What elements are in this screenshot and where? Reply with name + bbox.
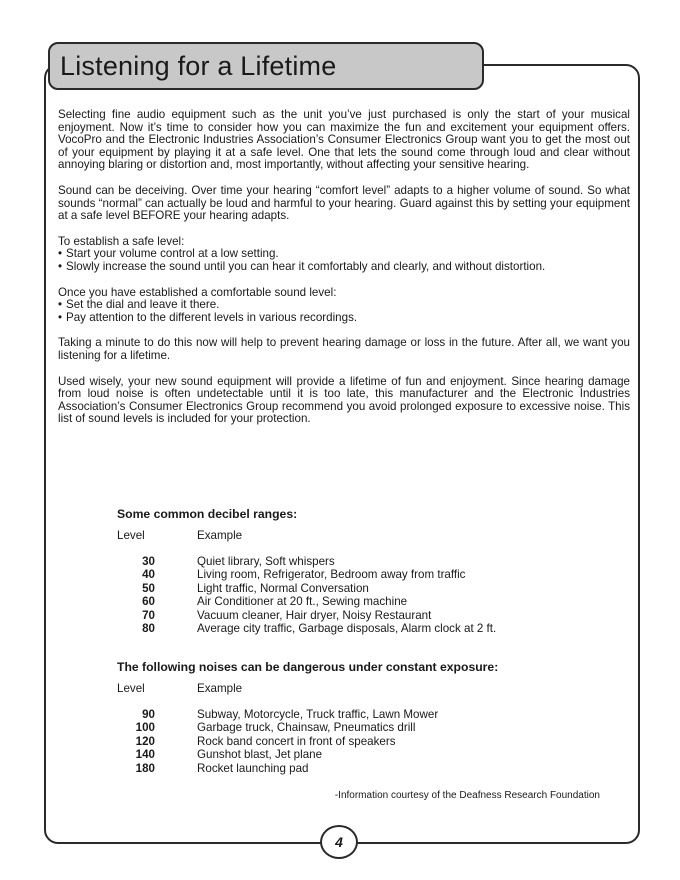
table-row — [117, 568, 597, 581]
level-header: Level — [117, 529, 145, 542]
table-row — [117, 748, 597, 761]
table-row — [117, 609, 597, 622]
safe-level-block — [58, 236, 630, 274]
level-header: Level — [117, 682, 145, 695]
level-value: 100 — [135, 721, 155, 735]
comfort-level-intro: Once you have established a comfortable sound level: — [58, 285, 337, 299]
example-value: Living room, Refrigerator, Bedroom away from traffic — [197, 568, 466, 582]
list-item: • Pay attention to the different levels in various recordings. — [58, 312, 630, 325]
common-decibel-heading: Some common decibel ranges: — [117, 507, 298, 521]
list-item: • Start your volume control at a low setting. — [58, 248, 630, 261]
example-value: Vacuum cleaner, Hair dryer, Noisy Restaurant — [197, 608, 432, 622]
example-value: Average city traffic, Garbage disposals, Alarm clock at 2 ft. — [197, 622, 497, 636]
column-headers — [117, 682, 597, 695]
page-title: Listening for a Lifetime — [60, 50, 337, 81]
paragraph-deceiving: Sound can be deceiving. Over time your hearing “comfort level” adapts to a higher volume of sound. So what sounds “normal” can actually be loud and harmful to your hearing. Guard against this by setting your equipment at a safe level BEFORE your hearing adapts. — [58, 183, 630, 223]
comfort-level-block — [58, 287, 630, 325]
common-decibel-section — [117, 507, 597, 635]
level-value: 140 — [135, 748, 155, 762]
level-value: 180 — [135, 761, 155, 775]
example-value: Rocket launching pad — [197, 761, 309, 775]
example-header: Example — [197, 682, 243, 695]
paragraph-used-wisely: Used wisely, your new sound equipment will provide a lifetime of fun and enjoyment. Since hearing damage from loud noise is often undetectable until it is too late, this manufacturer and the Electronic Industries Association’s Consumer Electronics Group recommend you avoid prolonged exposure to excessive noise. This list of sound levels is included for your protection. — [58, 374, 630, 426]
level-value: 60 — [142, 595, 155, 609]
example-value: Gunshot blast, Jet plane — [197, 748, 323, 762]
example-value: Subway, Motorcycle, Truck traffic, Lawn Mower — [197, 708, 439, 721]
table-row — [117, 762, 597, 775]
paragraph-intro: Selecting fine audio equipment such as the unit you’ve just purchased is only the start of your musical enjoyment. Now it’s time to consider how you can maximize the fun and excitement your equipment offers. VocoPro and the Electronic Industries Association’s Consumer Electronics Group want you to get the most out of your equipment by playing it at a safe level. One that lets the sound come through loud and clear without annoying blaring or distortion and, most importantly, without affecting your sensitive hearing. — [58, 108, 630, 172]
table-row — [117, 582, 597, 595]
title-tab — [48, 42, 484, 90]
dangerous-noise-section — [117, 660, 597, 775]
level-value: 120 — [135, 734, 155, 748]
example-value: Rock band concert in front of speakers — [197, 734, 396, 748]
example-value: Air Conditioner at 20 ft., Sewing machine — [197, 595, 408, 609]
list-item: • Slowly increase the sound until you can hear it comfortably and clearly, and without distortion. — [58, 261, 566, 274]
table-row — [117, 622, 597, 635]
table-row — [117, 708, 597, 721]
level-value: 80 — [142, 622, 155, 636]
example-value: Garbage truck, Chainsaw, Pneumatics drill — [197, 721, 416, 735]
level-value: 70 — [142, 608, 155, 622]
table-row — [117, 721, 597, 734]
page-number: 4 — [320, 825, 358, 859]
level-value: 50 — [142, 581, 155, 595]
safe-level-list — [58, 248, 630, 273]
table-row — [117, 555, 597, 568]
example-value: Light traffic, Normal Conversation — [197, 581, 369, 595]
safe-level-intro: To establish a safe level: — [58, 234, 185, 248]
column-headers — [117, 529, 597, 542]
dangerous-noise-heading: The following noises can be dangerous under constant exposure: — [117, 660, 499, 674]
level-value: 90 — [142, 708, 155, 721]
comfort-level-list — [58, 299, 630, 324]
example-header: Example — [197, 529, 243, 542]
paragraph-minute: Taking a minute to do this now will help to prevent hearing damage or loss in the future. After all, we want you listening for a lifetime. — [58, 336, 630, 362]
body-text — [58, 109, 630, 439]
common-decibel-table — [117, 555, 597, 635]
source-credit: -Information courtesy of the Deafness Research Foundation — [334, 790, 600, 801]
example-value: Quiet library, Soft whispers — [197, 555, 335, 568]
table-row — [117, 735, 597, 748]
table-row — [117, 595, 597, 608]
list-item: • Set the dial and leave it there. — [58, 299, 630, 312]
level-value: 30 — [142, 555, 155, 568]
dangerous-noise-table — [117, 708, 597, 775]
level-value: 40 — [142, 568, 155, 582]
